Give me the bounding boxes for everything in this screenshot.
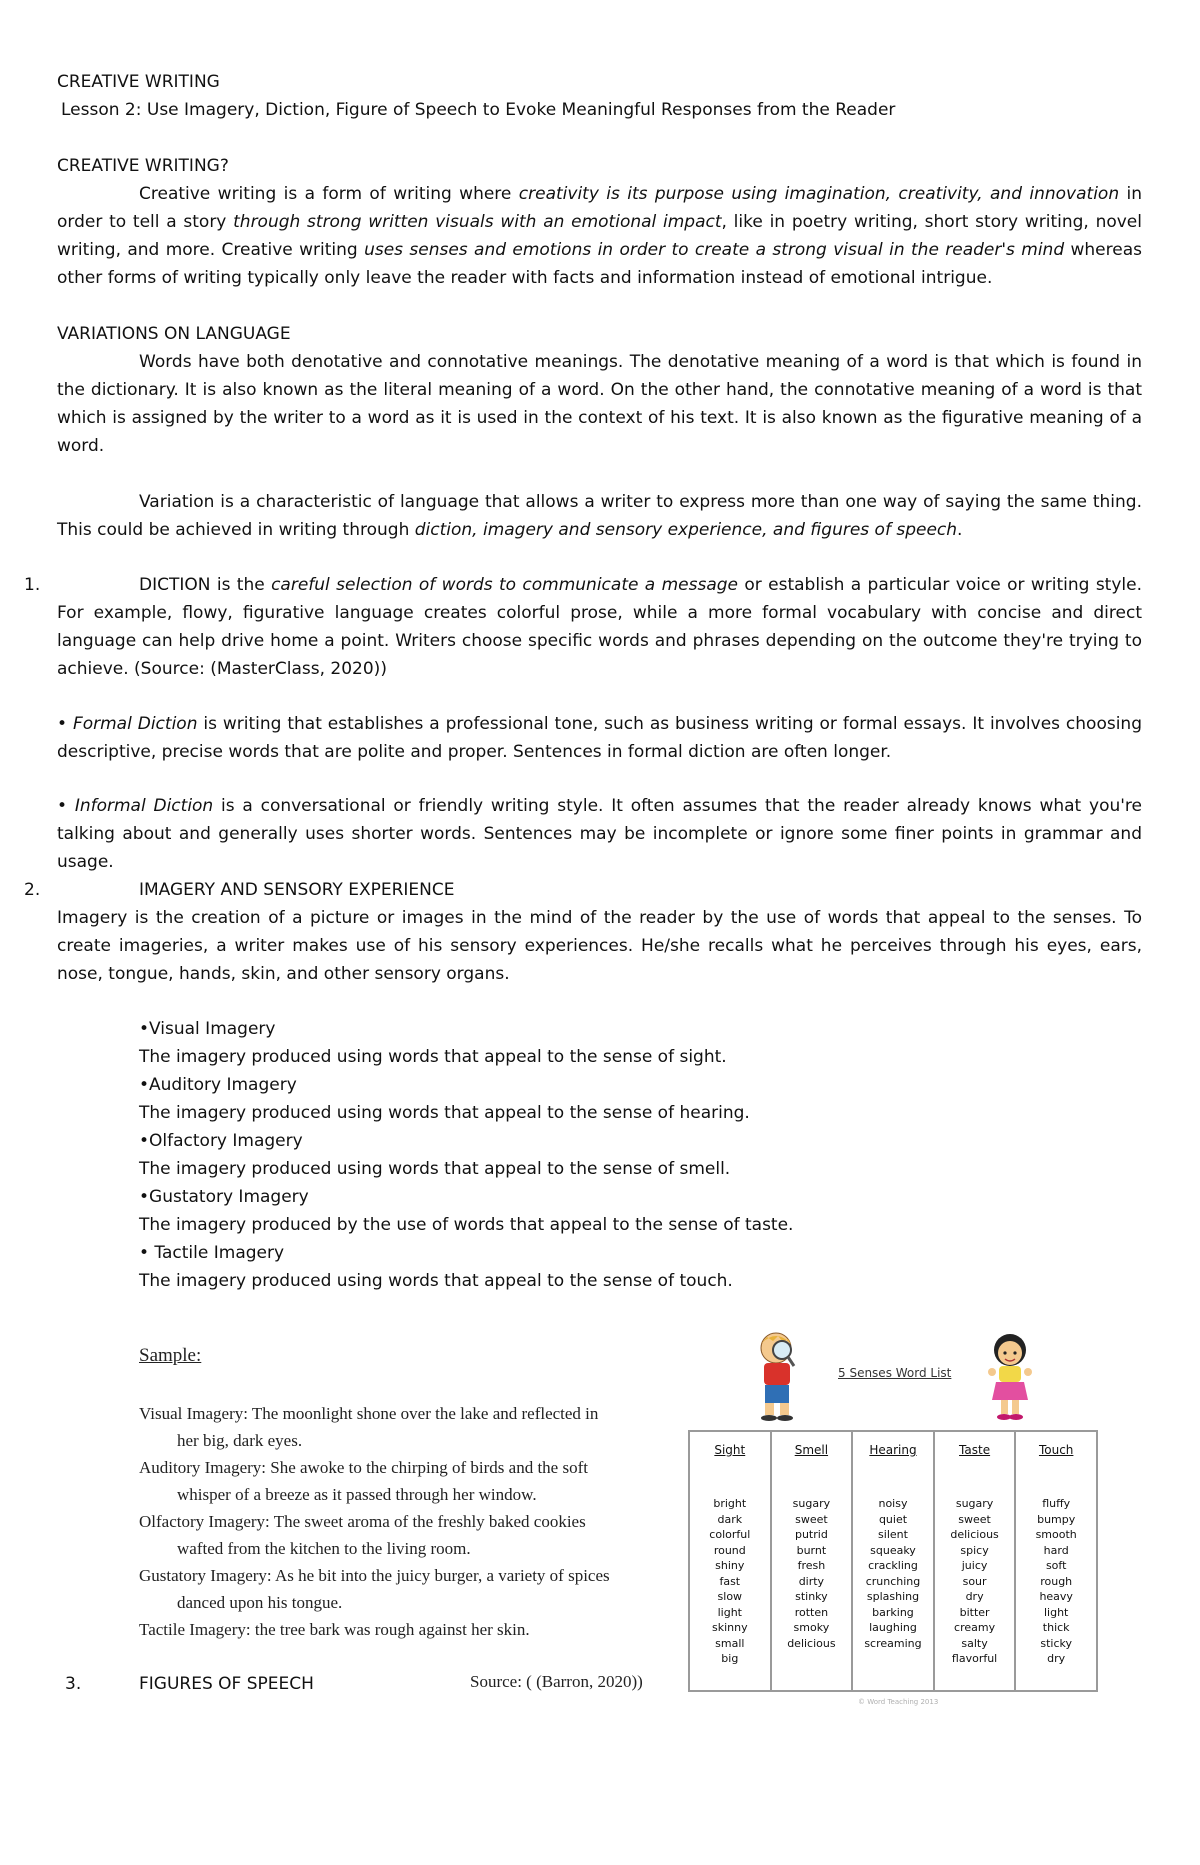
sample-source: Source: ( (Barron, 2020)) [470, 1672, 643, 1691]
sample-gustatory: Gustatory Imagery: As he bit into the juicy burger, a variety of spices danced upon his tongue. [139, 1566, 610, 1612]
variations-paragraph-2: Variation is a characteristic of language that allows a writer to express more than one way of saying the same thing. This could be achieved in writing through diction, imagery and sensory experience, and figures of speech. [57, 492, 1142, 540]
column-words: fluffy bumpy smooth hard soft rough heavy light thick sticky dry [1035, 1497, 1077, 1665]
sample-heading: Sample: [139, 1345, 202, 1366]
imagery-heading: IMAGERY AND SENSORY EXPERIENCE [139, 880, 455, 900]
imagery-type-auditory [139, 1071, 1139, 1127]
word-list-table [688, 1430, 1098, 1692]
word-column-touch [1015, 1431, 1097, 1691]
figures-of-speech-heading: FIGURES OF SPEECH [139, 1674, 314, 1694]
doc-title: CREATIVE WRITING [57, 72, 220, 92]
section-heading-variations: VARIATIONS ON LANGUAGE [57, 324, 291, 344]
imagery-type-desc: The imagery produced using words that appeal to the sense of touch. [139, 1271, 733, 1291]
column-words: noisy quiet silent squeaky crackling crunching splashing barking laughing screaming [864, 1497, 922, 1650]
imagery-type-gustatory [139, 1183, 1139, 1239]
formal-diction-paragraph: • Formal Diction is writing that establishes a professional tone, such as business writing or formal essays. It involves choosing descriptive, precise words that are polite and proper. Sentences in formal diction are often longer. [57, 714, 1143, 762]
imagery-type-desc: The imagery produced using words that appeal to the sense of smell. [139, 1159, 731, 1179]
column-header: Sight [714, 1443, 746, 1457]
imagery-type-name: • Tactile Imagery [139, 1243, 285, 1263]
list-number-2: 2. [24, 880, 41, 900]
section-heading-creative-writing: CREATIVE WRITING? [57, 156, 229, 176]
lesson-title: Lesson 2: Use Imagery, Diction, Figure of Speech to Evoke Meaningful Responses from the Reader [61, 100, 896, 120]
column-header: Taste [959, 1443, 991, 1457]
imagery-type-desc: The imagery produced by the use of words that appeal to the sense of taste. [139, 1215, 794, 1235]
imagery-type-name: •Olfactory Imagery [139, 1131, 303, 1151]
word-column-smell [771, 1431, 853, 1691]
column-words: bright dark colorful round shiny fast slow light skinny small big [709, 1497, 751, 1665]
imagery-type-visual [139, 1015, 1139, 1071]
column-header: Smell [794, 1443, 829, 1457]
imagery-types-list [139, 1015, 1139, 1295]
word-list-title: 5 Senses Word List [838, 1366, 952, 1380]
list-number-3: 3. [65, 1674, 82, 1694]
sample-list [139, 1400, 619, 1643]
informal-diction-paragraph: • Informal Diction is a conversational or friendly writing style. It often assumes that the reader already knows what you're talking about and generally uses shorter words. Sentences may be incomplete or ignore some finer points in grammar and usage. [57, 796, 1142, 872]
imagery-intro: Imagery is the creation of a picture or images in the mind of the reader by the use of words that appeal to the senses. To create imageries, a writer makes use of his sensory experiences. He/she recalls what he perceives through his eyes, ears, nose, tongue, hands, skin, and other sensory organs. [57, 908, 1142, 984]
word-list-footer: © Word Teaching 2013 [858, 1698, 939, 1706]
column-header: Hearing [869, 1443, 917, 1457]
sample-olfactory: Olfactory Imagery: The sweet aroma of the freshly baked cookies wafted from the kitchen to the living room. [139, 1512, 586, 1558]
column-words: sugary sweet delicious spicy juicy sour dry bitter creamy salty flavorful [950, 1497, 999, 1665]
imagery-type-name: •Gustatory Imagery [139, 1187, 309, 1207]
senses-word-list-figure [688, 1330, 1098, 1710]
column-header: Touch [1038, 1443, 1074, 1457]
sample-visual: Visual Imagery: The moonlight shone over the lake and reflected in her big, dark eyes. [139, 1404, 599, 1450]
list-number-1: 1. [24, 575, 41, 595]
imagery-type-olfactory [139, 1127, 1139, 1183]
word-column-hearing [852, 1431, 934, 1691]
variations-paragraph-1: Words have both denotative and connotative meanings. The denotative meaning of a word is that which is found in the dictionary. It is also known as the literal meaning of a word. On the other hand, the connotative meaning of a word is that which is assigned by the writer to a word as it is used in the context of his text. It is also known as the figurative meaning of a word. [57, 352, 1142, 456]
imagery-type-name: •Auditory Imagery [139, 1075, 297, 1095]
sample-auditory: Auditory Imagery: She awoke to the chirping of birds and the soft whisper of a breeze as it passed through her window. [139, 1458, 588, 1504]
imagery-type-tactile [139, 1239, 1139, 1295]
imagery-type-name: •Visual Imagery [139, 1019, 276, 1039]
word-column-taste [934, 1431, 1016, 1691]
diction-paragraph: DICTION is the careful selection of words to communicate a message or establish a particular voice or writing style. For example, flowy, figurative language creates colorful prose, while a more formal vocabulary with concise and direct language can help drive home a point. Writers choose specific words and phrases depending on the outcome they're trying to achieve. (Source: (MasterClass, 2020)) [57, 575, 1142, 679]
boy-magnifier-icon [748, 1330, 808, 1422]
girl-icon [980, 1332, 1040, 1422]
column-words: sugary sweet putrid burnt fresh dirty stinky rotten smoky delicious [787, 1497, 836, 1650]
imagery-type-desc: The imagery produced using words that appeal to the sense of hearing. [139, 1103, 750, 1123]
imagery-type-desc: The imagery produced using words that appeal to the sense of sight. [139, 1047, 727, 1067]
sample-tactile: Tactile Imagery: the tree bark was rough against her skin. [139, 1620, 530, 1639]
creative-writing-paragraph: Creative writing is a form of writing where creativity is its purpose using imagination, creativity, and innovation in order to tell a story through strong written visuals with an emotional impact, like in poetry writing, short story writing, novel writing, and more. Creative writing uses senses and emotions in order to create a strong visual in the reader's mind whereas other forms of writing typically only leave the reader with facts and information instead of emotional intrigue. [57, 184, 1142, 288]
word-column-sight [689, 1431, 771, 1691]
